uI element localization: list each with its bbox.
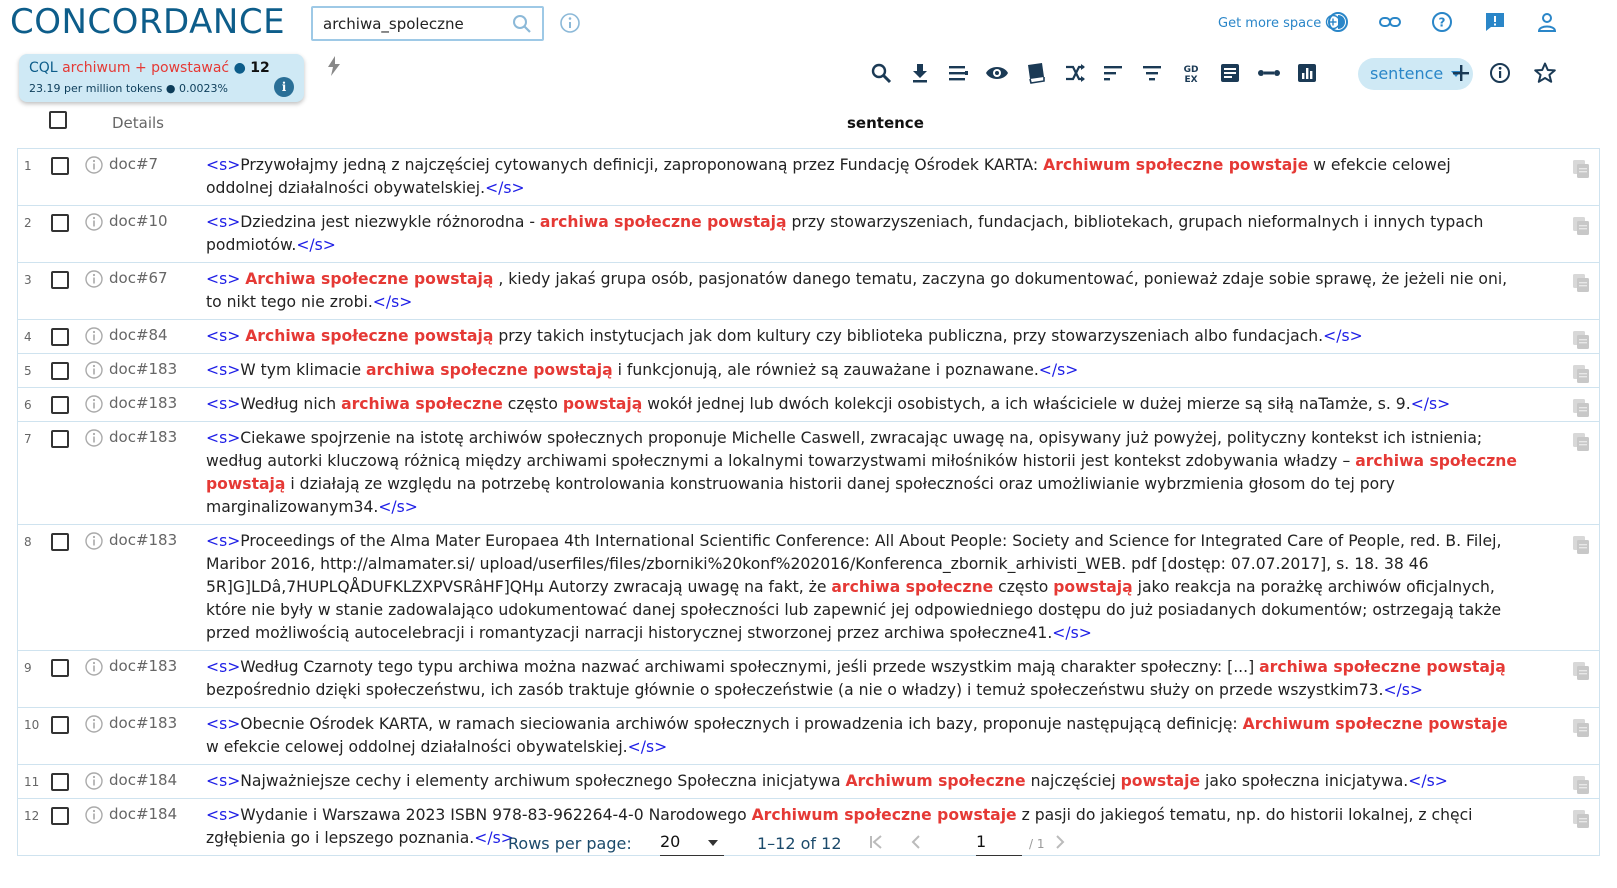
table-row[interactable] — [18, 354, 1599, 388]
context-text: bezpośrednio dzięki społeczeństwu, ich zasób traktuje głównie o społeczeństwie (a nie o władzy) i temuż społeczeństwu służy on przede wszystkim73. — [206, 681, 1384, 699]
context-text: Przywołajmy jedną z najczęściej cytowanych definicji, zaproponowaną przez Fundację Ośrodek KARTA: — [240, 156, 1044, 174]
doc-id[interactable]: doc#183 — [109, 657, 178, 675]
row-number: 3 — [24, 273, 32, 287]
context-text: często — [502, 395, 563, 413]
doc-id[interactable]: doc#183 — [109, 360, 178, 378]
sentence-column-header[interactable]: sentence — [847, 114, 924, 132]
kwic-highlight: powstają — [1053, 578, 1133, 596]
svg-text:?: ? — [1438, 15, 1446, 30]
sentence-text[interactable] — [206, 651, 1521, 707]
copy-icon[interactable] — [1571, 215, 1591, 241]
row-info-icon[interactable] — [84, 155, 104, 179]
copy-icon[interactable] — [1571, 534, 1591, 560]
row-checkbox[interactable] — [51, 533, 69, 551]
document-icon[interactable] — [1219, 62, 1241, 88]
sentence-tag: </s> — [485, 179, 525, 197]
copy-icon[interactable] — [1571, 431, 1591, 457]
sentence-tag: </s> — [1052, 624, 1092, 642]
sentence-tag: <s> — [206, 532, 241, 550]
context-text: często — [993, 578, 1054, 596]
doc-id[interactable]: doc#67 — [109, 269, 168, 287]
kwic-context-icon[interactable] — [1257, 62, 1281, 88]
context-text: i funkcjonują, ale również są zauważane i poznawane. — [612, 361, 1039, 379]
table-row[interactable] — [18, 263, 1599, 320]
view-options-icon[interactable] — [947, 62, 969, 88]
page-number-input[interactable] — [976, 832, 1022, 856]
row-info-icon[interactable] — [84, 771, 104, 795]
sentence-tag: <s> — [206, 361, 241, 379]
sentence-tag: <s> — [206, 327, 241, 345]
row-number: 2 — [24, 216, 32, 230]
kwic-highlight: powstają — [562, 395, 643, 413]
chart-icon[interactable] — [1296, 62, 1318, 88]
table-row[interactable] — [18, 651, 1599, 708]
star-icon[interactable] — [1533, 62, 1557, 88]
row-checkbox[interactable] — [51, 430, 69, 448]
row-checkbox[interactable] — [51, 271, 69, 289]
row-checkbox[interactable] — [51, 807, 69, 825]
context-text: Według nich — [240, 395, 342, 413]
sentence-tag: <s> — [206, 806, 241, 824]
details-column-header[interactable]: Details — [112, 114, 165, 132]
row-info-icon[interactable] — [84, 714, 104, 738]
search-icon[interactable] — [512, 14, 532, 38]
doc-id[interactable]: doc#184 — [109, 771, 178, 789]
get-more-space-link[interactable] — [1218, 14, 1341, 31]
row-info-icon[interactable] — [84, 212, 104, 236]
context-text: , kiedy jakaś grupa osób, pasjonatów danego tematu, zaczyna go dokumentować, ponieważ zdaje sobie sprawę, że jeżeli nie oni, to nikt tego nie zrobi. — [206, 270, 1508, 311]
context-text: Proceedings of the Alma Mater Europaea 4th International Scientific Conference: All About People: Society and Science for Integrated Care of People, red. B. Filej, Maribor 2016, http://almamater.si/ upload/userfiles/files/zborniki%20konf%202016/Konferenca_zbornik_arhivisti_WEB. pdf [dostęp: 07.07.2017], s. 18. 38 46 5R]G]LDâ,7HUPLQÅDUFKLZXPVSRâHF]QHµ Autorzy zwracają uwagę na fakt, że — [206, 532, 1502, 596]
sentence-tag: <s> — [206, 658, 241, 676]
doc-id[interactable]: doc#183 — [109, 394, 178, 412]
row-number: 12 — [24, 809, 40, 823]
corpus-search-box[interactable] — [311, 6, 544, 41]
query-stats: 23.19 per million tokens ● 0.0023% — [29, 82, 228, 95]
doc-id[interactable]: doc#7 — [109, 155, 159, 173]
pagination-bar — [0, 824, 1617, 864]
row-number: 8 — [24, 535, 32, 549]
rows-per-page-select[interactable] — [660, 832, 724, 856]
context-text: Według Czarnoty tego typu archiwa można nazwać archiwami społecznymi, jeśli przede wszystkim mają charakter społeczny: [...] — [240, 658, 1260, 676]
first-page-icon[interactable] — [868, 834, 884, 854]
row-info-icon[interactable] — [84, 269, 104, 293]
row-number: 9 — [24, 661, 32, 675]
copy-icon[interactable] — [1571, 717, 1591, 743]
context-text: jako społeczna inicjatywa. — [1200, 772, 1409, 790]
row-info-icon[interactable] — [84, 428, 104, 452]
sentence-text[interactable] — [206, 206, 1521, 262]
rows-per-page-label: Rows per page: — [508, 834, 632, 853]
kwic-highlight: archiwa społeczne — [831, 578, 994, 596]
row-info-icon[interactable] — [84, 531, 104, 555]
sentence-text[interactable] — [206, 765, 1521, 798]
query-info-icon[interactable]: i — [274, 77, 294, 97]
doc-id[interactable]: doc#183 — [109, 428, 178, 446]
row-info-icon[interactable] — [84, 394, 104, 418]
doc-id[interactable]: doc#184 — [109, 805, 178, 823]
sentence-tag: </s> — [1408, 772, 1448, 790]
row-info-icon[interactable] — [84, 326, 104, 350]
get-more-space-label: Get more space — [1218, 16, 1322, 31]
context-text: W tym klimacie — [240, 361, 367, 379]
kwic-highlight: Archiwum społeczne powstaje — [1242, 715, 1508, 733]
table-row[interactable] — [18, 422, 1599, 525]
context-text: przy stowarzyszeniach, fundacjach, bibliotekach, grupach nieformalnych i innych typach podmiotów. — [206, 213, 1484, 254]
gdex-icon[interactable] — [1180, 62, 1202, 88]
query-type-label: CQL — [29, 60, 58, 76]
sentence-tag: </s> — [474, 829, 514, 847]
row-checkbox[interactable] — [51, 716, 69, 734]
doc-id[interactable]: doc#84 — [109, 326, 168, 344]
row-checkbox[interactable] — [51, 659, 69, 677]
sentence-tag: </s> — [1410, 395, 1451, 413]
table-row[interactable] — [18, 525, 1599, 651]
sentence-text[interactable] — [206, 263, 1521, 319]
svg-text:GD: GD — [1183, 65, 1199, 75]
table-header — [17, 108, 1600, 138]
svg-text:EX: EX — [1184, 75, 1198, 84]
sentence-text[interactable] — [206, 422, 1521, 524]
table-row[interactable] — [18, 320, 1599, 354]
user-account-icon[interactable] — [1536, 11, 1558, 37]
row-info-icon[interactable] — [84, 360, 104, 384]
caret-down-icon — [708, 840, 718, 846]
shuffle-icon[interactable] — [1064, 62, 1086, 88]
context-text: jako reakcja na porażkę archiwów oficjalnych, które nie były w stanie zadowalająco udokumentować danej społeczności lub zapewnić jej odpowiedniego dostępu do już posiadanych dokumentów; ostrzegają także przed możliwością autocelebracji i romantyzacji narracji historycznej stworzonej przez archiwa społeczne41. — [206, 578, 1502, 642]
row-checkbox[interactable] — [51, 773, 69, 791]
copy-icon[interactable] — [1571, 329, 1591, 355]
kwic-highlight: Archiwum społeczne powstaje — [751, 806, 1017, 824]
row-number: 6 — [24, 398, 32, 412]
sentence-text[interactable] — [206, 354, 1521, 387]
view-mode-value: sentence — [1370, 64, 1444, 83]
query-expression: archiwum + powstawać — [62, 60, 230, 76]
kwic-highlight: Archiwum społeczne powstaje — [1043, 156, 1309, 174]
prev-page-icon[interactable] — [908, 834, 924, 854]
sentence-text[interactable] — [206, 388, 1521, 421]
copy-icon[interactable] — [1571, 158, 1591, 184]
query-summary-chip[interactable] — [19, 54, 304, 102]
row-number: 4 — [24, 330, 32, 344]
context-text: i działają ze względu na potrzebę kontrolowania konstruowania historii danej społeczności oraz umożliwianie wybrzmienia głosom do tej pory marginalizowanym34. — [206, 475, 1395, 516]
kwic-highlight: archiwa społeczne powstają — [1259, 658, 1506, 676]
sort-icon[interactable] — [1102, 62, 1124, 88]
info-icon[interactable] — [1489, 62, 1511, 88]
row-checkbox[interactable] — [51, 396, 69, 414]
theme-toggle-icon[interactable] — [1327, 11, 1349, 37]
search-zoom-icon[interactable] — [870, 62, 894, 88]
doc-id[interactable]: doc#183 — [109, 531, 178, 549]
sentence-tag: </s> — [378, 498, 418, 516]
row-checkbox[interactable] — [51, 157, 69, 175]
row-number: 1 — [24, 159, 32, 173]
next-page-icon[interactable] — [1052, 834, 1068, 854]
sentence-tag: <s> — [206, 213, 241, 231]
page-range: 1–12 of 12 — [757, 834, 842, 853]
rows-per-page-value: 20 — [660, 832, 681, 851]
sentence-tag: <s> — [206, 715, 241, 733]
copy-icon[interactable] — [1571, 660, 1591, 686]
table-row[interactable] — [18, 388, 1599, 422]
dictionary-icon[interactable] — [1024, 62, 1046, 88]
kwic-highlight: archiwa społeczne — [341, 395, 503, 413]
sentence-tag: <s> — [206, 395, 241, 413]
doc-id[interactable]: doc#10 — [109, 212, 168, 230]
context-text: najczęściej — [1025, 772, 1121, 790]
sentence-tag: <s> — [206, 156, 241, 174]
eye-icon[interactable] — [985, 62, 1009, 88]
sentence-tag: </s> — [627, 738, 668, 756]
context-text: wokół jednej lub dwóch kolekcji osobistych, a ich właściciele w dużej mierze są siłą naTamże, s. 9. — [642, 395, 1411, 413]
copy-icon[interactable] — [1571, 774, 1591, 800]
table-row[interactable] — [18, 708, 1599, 765]
add-icon[interactable] — [1450, 62, 1472, 88]
kwic-highlight: Archiwum społeczne — [845, 772, 1026, 790]
context-text: Ciekawe spojrzenie na istotę archiwów społecznych proponuje Michelle Caswell, zwracając uwagę na, opisywany już powyżej, polityczny kontekst ich istnienia; według autorki kluczową różnicą między archiwami społecznymi a lokalnymi towarzystwami miłośników historii jest kontekst zdobywania władzy – — [206, 429, 1483, 470]
help-icon[interactable] — [1431, 11, 1453, 37]
sentence-tag: </s> — [1038, 361, 1079, 379]
context-text: w efekcie celowej oddolnej działalności obywatelskiej. — [206, 738, 628, 756]
row-checkbox[interactable] — [51, 328, 69, 346]
row-info-icon[interactable] — [84, 657, 104, 681]
sentence-tag: <s> — [206, 772, 241, 790]
kwic-highlight: powstaje — [1120, 772, 1201, 790]
kwic-highlight: archiwa społeczne powstają — [206, 452, 1517, 493]
table-row[interactable] — [18, 206, 1599, 263]
download-icon[interactable] — [910, 62, 930, 88]
sentence-tag: </s> — [296, 236, 336, 254]
context-text: Obecnie Ośrodek KARTA, w ramach sieciowania archiwów społecznych i prowadzenia ich bazy, proponuje następującą definicję: — [240, 715, 1243, 733]
sentence-tag: </s> — [1323, 327, 1363, 345]
kwic-highlight: Archiwa społeczne powstają — [245, 270, 494, 288]
sentence-text[interactable] — [206, 149, 1521, 205]
lightning-icon[interactable] — [327, 56, 341, 80]
sentence-text[interactable] — [206, 320, 1521, 353]
sentence-tag: </s> — [372, 293, 413, 311]
filter-icon[interactable] — [1141, 62, 1163, 88]
sentence-tag: <s> — [206, 429, 241, 447]
feedback-icon[interactable] — [1484, 11, 1506, 37]
kwic-highlight: archiwa społeczne powstają — [366, 361, 613, 379]
total-pages: / 1 — [1029, 837, 1045, 851]
sentence-tag: </s> — [1383, 681, 1423, 699]
link-icon[interactable] — [1378, 11, 1402, 37]
context-text: Dziedzina jest niezwykle różnorodna - — [240, 213, 540, 231]
sentence-text[interactable] — [206, 708, 1521, 764]
kwic-highlight: archiwa społeczne powstają — [539, 213, 787, 231]
concordance-table — [17, 148, 1600, 856]
sentence-tag: <s> — [206, 270, 241, 288]
copy-icon[interactable] — [1571, 363, 1591, 389]
context-text: Wydanie i Warszawa 2023 ISBN 978-83-962264-4-0 Narodowego — [240, 806, 752, 824]
context-text: przy takich instytucjach jak dom kultury czy biblioteka publiczna, przy stowarzyszeniach albo fundacjach. — [493, 327, 1324, 345]
corpus-info-icon[interactable] — [559, 12, 581, 38]
sentence-text[interactable] — [206, 525, 1521, 650]
row-checkbox[interactable] — [51, 214, 69, 232]
app-logo[interactable]: CONCORDANCE — [10, 2, 286, 42]
kwic-highlight: Archiwa społeczne powstają — [245, 327, 494, 345]
query-line — [29, 60, 270, 76]
row-number: 5 — [24, 364, 32, 378]
context-text: z pasji do jakiegoś tematu, np. do historii lokalnej, z chęci zgłębienia go i lepszego poznania. — [206, 806, 1473, 847]
context-text: w efekcie celowej oddolnej działalności obywatelskiej. — [206, 156, 1451, 197]
row-number: 11 — [24, 775, 40, 789]
select-all-checkbox[interactable] — [49, 111, 67, 129]
row-number: 10 — [24, 718, 40, 732]
copy-icon[interactable] — [1571, 397, 1591, 423]
page-number-value: 1 — [976, 832, 987, 851]
hit-count: 12 — [250, 60, 270, 76]
copy-icon[interactable] — [1571, 272, 1591, 298]
row-number: 7 — [24, 432, 32, 446]
table-row[interactable] — [18, 149, 1599, 206]
dot-icon: ● — [233, 60, 246, 76]
context-text: Najważniejsze cechy i elementy archiwum społecznego Społeczna inicjatywa — [240, 772, 846, 790]
doc-id[interactable]: doc#183 — [109, 714, 178, 732]
corpus-search-input[interactable] — [321, 14, 501, 34]
table-row[interactable] — [18, 765, 1599, 799]
row-checkbox[interactable] — [51, 362, 69, 380]
